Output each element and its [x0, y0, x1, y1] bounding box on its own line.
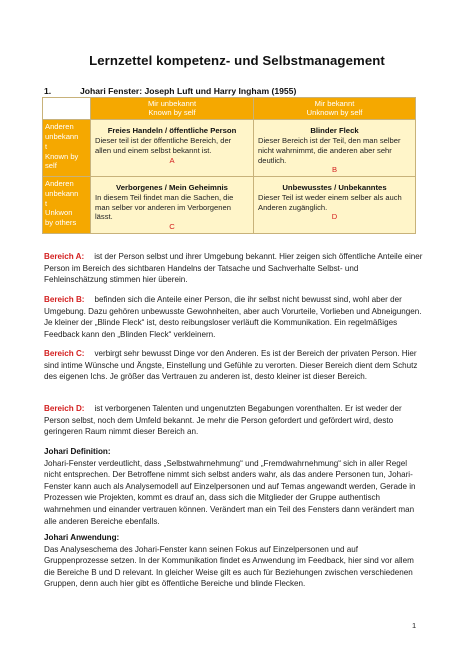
johari-row-label: [43, 120, 91, 177]
col-header-line: Known by self: [148, 108, 196, 118]
cell-text: Dieser Teil ist weder einem selber als auch Anderen zugänglich.: [258, 193, 402, 212]
johari-row-label: [43, 177, 91, 234]
page-number: 1: [412, 621, 417, 630]
johari-cell-b: [254, 120, 416, 177]
bereich-text: befinden sich die Anteile einer Person, die ihr selbst nicht bewusst sind, wohl aber der Umgebung. Dazu gehören unbewusste Gewohnheiten, aber auch Vorurteile, Vorlieben und Abneigungen. Je kleiner der „Blinde Fleck“ ist, desto reibungsloser verläuft die Kommunikation. Ein regelmäßiges Feedback kann den „Blinden Fleck“ verkleinern.: [44, 295, 422, 339]
row-label-line: self: [45, 161, 57, 171]
johari-row-2: [43, 177, 416, 234]
cell-letter: A: [169, 155, 175, 165]
definition-heading: Johari Definition:: [44, 447, 111, 456]
cell-title: Verborgenes / Mein Geheimnis: [116, 183, 228, 193]
section-number: 1.: [44, 86, 52, 96]
col-header-line: Unknown by self: [306, 108, 363, 118]
row-label-line: t: [45, 141, 48, 151]
col-header-line: Mir bekannt: [314, 99, 355, 108]
cell-title: Freies Handeln / öffentliche Person: [107, 126, 237, 136]
cell-text: Dieser Bereich ist der Teil, den man selber nicht wahrnimmt, die anderen aber sehr deutlich.: [258, 136, 401, 165]
bereich-label: Bereich D:: [44, 404, 85, 413]
johari-col-header-self-unknown: [91, 98, 254, 120]
paragraph-bereich-b: [44, 294, 424, 340]
johari-window-table: [42, 97, 416, 234]
row-label-line: by others: [45, 218, 77, 227]
bereich-text: ist der Person selbst und ihrer Umgebung bekannt. Hier zeigen sich öffentliche Anteile einer Person im Bereich des sichtbaren Handelns der Tatsache und Sachverhalte Selbst- und Fehleinschätzung stimmen hier überein.: [44, 252, 423, 285]
col-header-line: Mir unbekannt: [147, 99, 197, 108]
cell-letter: D: [331, 212, 338, 222]
paragraph-definition: [44, 446, 424, 527]
johari-header-row: [43, 98, 416, 120]
bereich-text: ist verborgenen Talenten und ungenutzten Begabungen vorenthalten. Er ist weder der Person selbst, noch dem Umfeld bekannt. Je mehr die Person gefordert und gefördert wird, desto geringeren Raum nimmt dieser Bereich an.: [44, 404, 402, 437]
bereich-text: verbirgt sehr bewusst Dinge vor den Anderen. Es ist der Bereich der privaten Person. Hier sind intime Wünsche und Ängste, Einstellung und Gefühle zu verorten. Dieser Bereich dient dem Schutz des eigenen Ichs. Je größer das Vertrauen zu anderen ist, desto kleiner ist dieser Bereich.: [44, 349, 418, 382]
anwendung-text: Das Analyseschema des Johari-Fenster kann seinen Fokus auf Einzelpersonen und auf Gruppenprozesse setzen. In der Kommunikation findet es Anwendung im Feedback, hier sind vor allem die Bereiche B und D relevant. In gleicher Weise gilt es auch für Beziehungen zwischen verschiedenen Gruppen, denn auch hier gibt es öffentliche Bereiche und blinde Flecken.: [44, 544, 414, 589]
paragraph-bereich-a: [44, 251, 424, 286]
johari-col-header-self-known: [254, 98, 416, 120]
paragraph-bereich-c: [44, 348, 424, 383]
cell-letter: C: [169, 221, 175, 231]
cell-title: Blinder Fleck: [310, 126, 359, 136]
bereich-label: Bereich C:: [44, 349, 85, 358]
cell-text: Dieser teil ist der öffentliche Bereich, der allen und einem selbst bekannt ist.: [95, 136, 232, 155]
cell-letter: B: [331, 165, 338, 175]
row-label-line: Anderen: [45, 122, 74, 132]
definition-text: Johari-Fenster verdeutlicht, dass „Selbstwahrnehmung“ und „Fremdwahrnehmung“ sich in aller Regel nicht entsprechen. Der Betroffene nimmt sich selbst anders wahr, als das andere Personen tun, Johari-Fenster kann auch als Analysemodell auf Einzelpersonen und auf Temas angewandt werden, Gerade in Prozessen wie Projekten, kommt es drauf an, dass sich die Mitglieder der Gruppe authentisch wahrnehmen und einander vertrauen können. Verändert man ein Teil des Fensters dann verändert man alle anderen Bereiche ebenfalls.: [44, 458, 416, 526]
row-label-line: t: [45, 198, 48, 208]
anwendung-heading: Johari Anwendung:: [44, 533, 120, 542]
page-title: Lernzettel kompetenz- und Selbstmanagement: [89, 53, 385, 68]
johari-row-1: [43, 120, 416, 177]
cell-title: Unbewusstes / Unbekanntes: [282, 183, 387, 193]
johari-cell-a: [91, 120, 254, 177]
cell-text: In diesem Teil findet man die Sachen, die man selber vor anderen im Verborgenen lässt.: [95, 193, 234, 222]
johari-corner-cell: [43, 98, 91, 120]
row-label-line: Anderen: [45, 179, 74, 189]
bereich-label: Bereich A:: [44, 252, 85, 261]
row-label-line: unbekann: [45, 188, 79, 198]
row-label-line: Known by: [45, 151, 79, 161]
bereich-label: Bereich B:: [44, 295, 85, 304]
row-label-line: unbekann: [45, 132, 79, 142]
section-heading: [44, 86, 296, 96]
row-label-line: Unkwon: [45, 208, 73, 218]
johari-cell-d: [254, 177, 416, 234]
paragraph-anwendung: [44, 532, 424, 590]
section-title: Johari Fenster: Joseph Luft und Harry Ingham (1955): [80, 86, 297, 96]
johari-cell-c: [91, 177, 254, 234]
paragraph-bereich-d: [44, 403, 424, 438]
